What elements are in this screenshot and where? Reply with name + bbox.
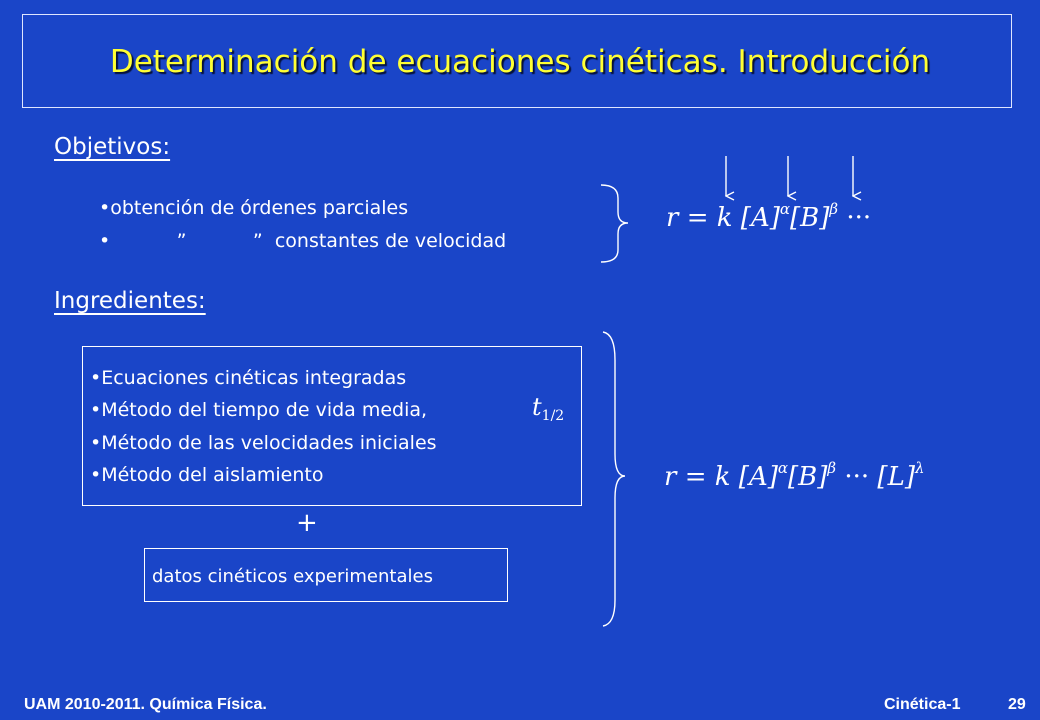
eq2-dots: ··· [844,462,870,492]
method-half-life: •Método del tiempo de vida media, [90,399,428,421]
eq2-b: [B] [788,462,828,492]
objetivos-item-1: •obtención de órdenes parciales [99,197,409,219]
eq2-l: [L] [877,462,915,492]
brace-objetivos [601,185,628,262]
objetivos-heading: Objetivos: [54,134,171,160]
brace-ingredientes [603,332,625,626]
eq2-alpha: α [777,459,789,477]
slide-title: Determinación de ecuaciones cinéticas. Introducción [109,44,931,80]
objetivos-item-2: • ” ” constantes de velocidad [99,230,507,252]
eq2-k: k [714,462,731,492]
eq1-beta: β [829,200,839,218]
footer-section: Cinética-1 [884,696,961,713]
half-life-sub: 1/2 [541,408,565,424]
eq2-beta: β [827,459,837,477]
plus-sign: + [296,508,318,538]
rate-equation-partial: r = k $[A]^\alpha[B]^\beta$ ··· [666,200,872,233]
eq2-a: [A] [738,462,778,492]
eq1-k: k [716,203,733,233]
method-initial-rates: •Método de las velocidades iniciales [90,432,437,454]
rate-equation-full: r = k $[A]^\alpha[B]^\beta$ ··· $[L]^\lambda$ [664,459,925,492]
eq1-a: [A] [740,203,780,233]
half-life-t: t [532,393,542,421]
footer-page-number: 29 [1008,696,1026,713]
eq2-lambda: λ [914,459,925,477]
eq1-rate: r [666,203,679,233]
eq2-rate: r [664,462,677,492]
eq1-alpha: α [779,200,791,218]
experimental-data: datos cinéticos experimentales [152,566,433,587]
eq1-dots: ··· [846,203,872,233]
method-integrated: •Ecuaciones cinéticas integradas [90,367,407,389]
eq1-b: [B] [790,203,830,233]
ingredientes-heading: Ingredientes: [54,288,206,314]
method-isolation: •Método del aislamiento [90,464,324,486]
footer-course: UAM 2010-2011. Química Física. [24,696,267,713]
